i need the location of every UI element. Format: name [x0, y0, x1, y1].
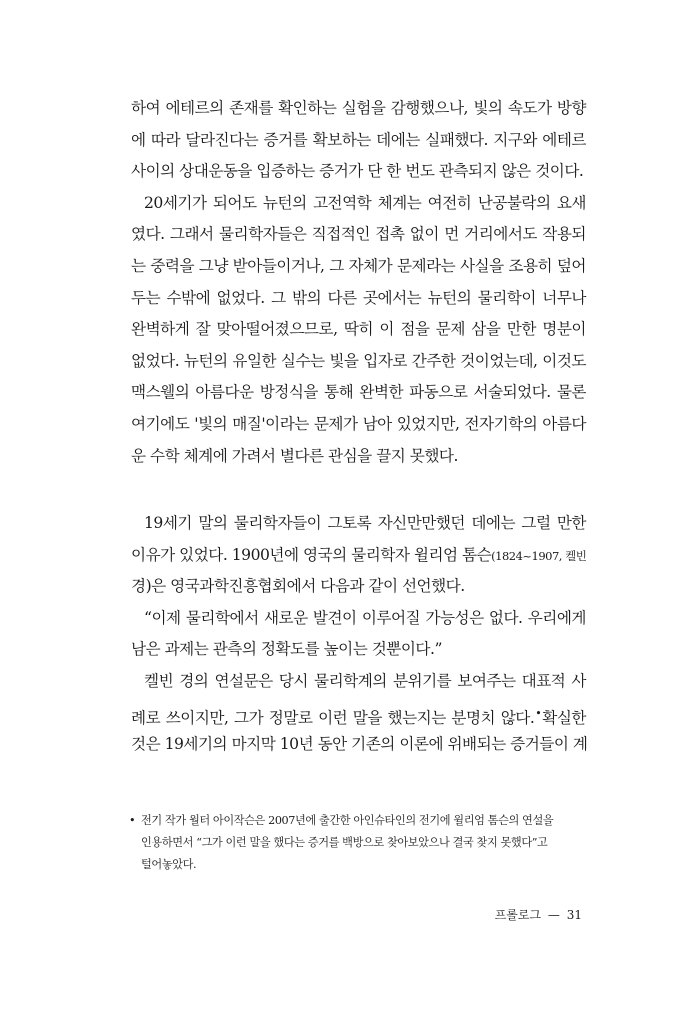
text-line: 여기에도 '빛의 매질'이라는 문제가 남아 있었지만, 전자기학의 아름다 [131, 414, 586, 433]
text-line: 맥스웰의 아름다운 방정식을 통해 완벽한 파동으로 서술되었다. 물론 [131, 383, 586, 402]
footnote-line: 털어놓았다. [141, 858, 197, 871]
footnote-marker[interactable]: • [535, 706, 542, 720]
footer-separator: — [547, 908, 560, 922]
text-line: 하여 에테르의 존재를 확인하는 실험을 감행했으나, 빛의 속도가 방향 [131, 99, 586, 117]
text-run: 확실한 [542, 708, 586, 727]
text-run: 이유가 있었다. 1900년에 영국의 물리학자 윌리엄 톰슨 [131, 545, 492, 564]
text-line: 20세기가 되어도 뉴턴의 고전역학 체계는 여전히 난공불락의 요새 [144, 193, 586, 212]
text-line: 였다. 그래서 물리학자들은 직접적인 접촉 없이 먼 거리에서도 작용되 [131, 225, 586, 244]
text-line: 는 중력을 그냥 받아들이거나, 그 자체가 문제라는 사실을 조용히 덮어 [131, 256, 586, 275]
quote-line: “이제 물리학에서 새로운 발견이 이루어질 가능성은 없다. 우리에게 [144, 608, 586, 627]
text-line [131, 698, 586, 730]
footnote-line: 전기 작가 월터 아이작슨은 2007년에 출간한 아인슈타인의 전기에 윌리엄 톰슨의 연설을 [141, 814, 554, 827]
text-line: 에 따라 달라진다는 증거를 확보하는 데에는 실패했다. 지구와 에테르 [131, 130, 586, 149]
text-line: 것은 19세기의 마지막 10년 동안 기존의 이론에 위배되는 증거들이 계 [131, 735, 588, 754]
text-line: 경)은 영국과학진흥협회에서 다음과 같이 선언했다. [131, 577, 465, 596]
quote-line: 남은 과제는 관측의 정확도를 높이는 것뿐이다.” [131, 640, 442, 659]
text-line: 없었다. 뉴턴의 유일한 실수는 빛을 입자로 간주한 것이었는데, 이것도 [131, 351, 586, 370]
text-line [131, 540, 586, 572]
text-line: 사이의 상대운동을 입증하는 증거가 단 한 번도 관측되지 않은 것이다. [131, 162, 584, 181]
text-line: 운 수학 체계에 가려서 별다른 관심을 끌지 못했다. [131, 446, 458, 465]
text-run: 례로 쓰이지만, 그가 정말로 이런 말을 했는지는 분명치 않다. [131, 708, 535, 727]
text-line: 두는 수밖에 없었다. 그 밖의 다른 곳에서는 뉴턴의 물리학이 너무나 [131, 288, 586, 307]
body-paragraph-2 [131, 508, 586, 761]
page-footer [495, 906, 582, 923]
body-paragraph-1 [131, 93, 586, 472]
text-line: 19세기 말의 물리학자들이 그토록 자신만만했던 데에는 그럴 만한 [144, 514, 586, 532]
thomson-dates: (1824~1907, 켈빈 [491, 548, 587, 563]
footnote [131, 810, 591, 876]
page-number: 31 [566, 908, 582, 922]
text-line: 완벽하게 잘 맞아떨어졌으므로, 딱히 이 점을 문제 삼을 만한 명분이 [131, 320, 586, 339]
running-section-title: 프롤로그 [494, 908, 542, 922]
footnote-text [131, 810, 591, 876]
text-line: 켈빈 경의 연설문은 당시 물리학계의 분위기를 보여주는 대표적 사 [144, 671, 586, 690]
footnote-line: 인용하면서 “그가 이런 말을 했다는 증거를 백방으로 찾아보았으나 결국 찾지 못했다”고 [141, 836, 548, 849]
footnote-bullet: • [129, 814, 136, 827]
